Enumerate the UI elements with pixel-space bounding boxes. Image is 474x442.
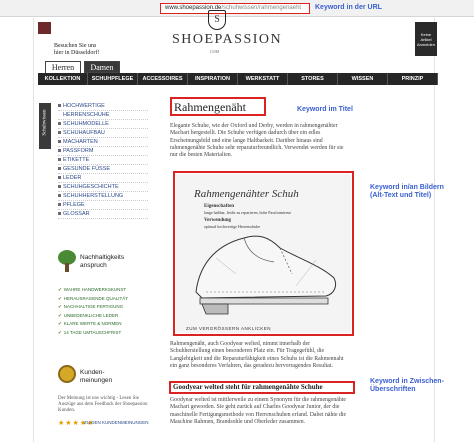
- review-teaser: Der Meinung ist uns wichtig - Lesen Sie Auszüge aus dem Feedback der Shoepassion Kunden.: [58, 396, 148, 413]
- check-icon: ✔: [58, 287, 62, 292]
- checklist-item[interactable]: [58, 295, 148, 304]
- sustainability-heading: [80, 254, 124, 270]
- check-icon: ✔: [58, 312, 62, 318]
- checklist-label: NACHHALTIGE FERTIGUNG: [63, 304, 124, 309]
- bullet-icon: [58, 185, 61, 188]
- url-path: /schuhwissen/rahmengenaeht: [221, 5, 302, 11]
- tree-icon: [58, 250, 76, 272]
- checklist-item[interactable]: [58, 320, 148, 329]
- bullet-icon: [58, 194, 61, 197]
- checklist-item[interactable]: [58, 286, 148, 295]
- illustration-caption: ZUM VERGRÖSSERN ANKLICKEN: [186, 326, 272, 331]
- category-label: GESUNDE FÜSSE: [63, 166, 111, 172]
- category-item[interactable]: [58, 147, 148, 156]
- nav-accessoires[interactable]: ACCESSOIRES: [138, 73, 188, 85]
- category-label: MACHARTEN: [63, 139, 98, 145]
- category-label: SCHUHMODELLE: [63, 121, 109, 127]
- checklist-item[interactable]: [58, 303, 148, 312]
- category-item[interactable]: [58, 129, 148, 138]
- annotation-subheading-line-1: Keyword in Zwischen-: [370, 378, 444, 385]
- site-logo-sub: COM: [210, 49, 220, 54]
- checklist-label: 14 TAGE UMTAUSCHFRIST: [63, 329, 122, 335]
- annotation-images-line-2: (Alt-Text und Titel): [370, 192, 432, 199]
- store-icon: [38, 22, 51, 34]
- basket-button[interactable]: [415, 22, 437, 56]
- body-paragraph: Rahmengenäht, auch Goodyear welted, nimmt innerhalb der Schuhherstellung einen besonderen Platz ein. Für Tragegefühl, die Langlebigkeit und die Reparaturfähigkeit eines Schuhs ist die Rahmennaht ein ganz besonderes Verfahren, das geradezu hervorragendes Resultat.: [170, 341, 344, 369]
- category-item[interactable]: [58, 201, 148, 210]
- checklist-label: UNBEDENKLICHE LEDER: [63, 312, 119, 318]
- body-paragraph: Goodyear welted ist mittlerweile zu einem Synonym für die rahmengenähte Machart geworden. Sie geht zurück auf Charles Goodyear Junior, der die maschinelle Fertigungsmethode von Herrenschuhen erfand. Dabei nähte die Maschine Rahmen, Brandsohle und Oberleder zusammen.: [170, 397, 347, 425]
- category-label: SCHUHGESCHICHTE: [63, 184, 119, 190]
- checklist-label: HERAUSRAGENDE QUALITÄT: [63, 295, 129, 301]
- check-icon: ✔: [58, 304, 62, 309]
- store-promo[interactable]: [54, 43, 99, 57]
- store-line-1: Besuchen Sie uns: [54, 43, 97, 49]
- bullet-icon: [58, 131, 61, 134]
- store-line-2: hier in Düsseldorf!: [54, 50, 100, 56]
- page-title: Rahmengenäht: [174, 100, 246, 114]
- url-host: www.shoepassion.de: [165, 5, 222, 11]
- annotation-title: Keyword im Titel: [297, 106, 353, 113]
- nav-prinzip[interactable]: PRINZIP: [388, 73, 438, 85]
- check-icon: ✔: [58, 321, 62, 326]
- category-item[interactable]: [58, 102, 148, 111]
- all-reviews-link[interactable]: ZU DEN KUNDENMEINUNGEN: [84, 420, 149, 425]
- bullet-icon: [58, 122, 61, 125]
- bullet-icon: [58, 212, 61, 215]
- site-logo[interactable]: SHOEPASSION: [172, 32, 283, 47]
- category-item[interactable]: [58, 210, 148, 219]
- category-label: ETIKETTE: [63, 157, 90, 163]
- category-label: GLOSSAR: [63, 211, 90, 217]
- checklist-label: WAHRE HANDWERKSKUNST: [63, 287, 127, 292]
- category-label: LEDER: [63, 175, 82, 181]
- check-icon: ✔: [58, 329, 62, 335]
- reviews-line-1: Kunden-: [80, 369, 105, 376]
- category-item[interactable]: [58, 165, 148, 174]
- bullet-icon: [58, 149, 61, 152]
- category-label: PASSFORM: [63, 148, 94, 154]
- category-item[interactable]: [58, 111, 148, 120]
- checklist-item[interactable]: [58, 329, 148, 338]
- rating-stars: ★★★★★: [58, 419, 95, 427]
- sustainability-line-2: anspruch: [80, 262, 107, 269]
- illustration-title: Rahmengenähter Schuh: [194, 188, 299, 200]
- reviews-heading: [80, 369, 112, 385]
- bullet-icon: [58, 140, 61, 143]
- category-label: SCHUHHERSTELLUNG: [63, 193, 124, 199]
- annotation-subheading: [370, 378, 444, 394]
- check-icon: ✔: [58, 295, 62, 301]
- tab-herren[interactable]: Herren: [45, 61, 81, 73]
- bullet-icon: [58, 203, 61, 206]
- sidebar-section-tab: [39, 103, 51, 149]
- sustainability-checklist: [58, 286, 148, 337]
- intro-paragraph: Elegante Schuhe, wie der Oxford und Derby, werden in rahmengenähter Machart hergestellt. Die Schuhe verfügen dadurch über ein edles Erscheinungsbild und eine lange Haltbarkeit. Darüber hinaus sind rahmengenähte Schuhe sehr reparaturfreundlich. Verwendet werden für sie nur die besten Materialien.: [170, 123, 344, 159]
- annotation-url: Keyword in der URL: [315, 4, 382, 11]
- category-list: [58, 102, 148, 219]
- category-label: SCHUHAUFBAU: [63, 130, 105, 136]
- logo-shield-icon[interactable]: S: [208, 10, 226, 30]
- sidebar-section-label: Schuhwissen: [42, 109, 48, 136]
- subheading: Goodyear welted steht für rahmengenähte Schuhe: [173, 383, 323, 391]
- main-navigation: [38, 73, 438, 85]
- bullet-icon: [58, 158, 61, 161]
- nav-wissen[interactable]: WISSEN: [338, 73, 388, 85]
- bullet-icon: [58, 176, 61, 179]
- basket-line-1: Keine: [420, 32, 432, 37]
- illustration-label: Eigenschaften: [204, 204, 234, 209]
- checklist-label: KLARE WERTE & NORMEN: [63, 321, 122, 326]
- basket-line-3: Anmelden: [416, 42, 435, 47]
- nav-werkstatt[interactable]: WERKSTATT: [238, 73, 288, 85]
- nav-inspiration[interactable]: INSPIRATION: [188, 73, 238, 85]
- browser-toolbar: [0, 0, 474, 17]
- bullet-icon: [58, 104, 61, 107]
- seal-icon: [58, 365, 76, 383]
- category-item[interactable]: [58, 183, 148, 192]
- category-label: HOCHWERTIGE: [63, 103, 105, 109]
- illustration-label: optimal hochwertige Herrenschuhe: [204, 224, 261, 229]
- url-field[interactable]: [160, 3, 310, 14]
- category-item[interactable]: [58, 192, 148, 201]
- annotation-images: [370, 184, 444, 200]
- category-item[interactable]: [58, 120, 148, 129]
- bullet-icon: [58, 167, 61, 170]
- basket-line-2: Artikel: [420, 37, 432, 42]
- illustration-label: lange haltbar, leicht zu reparieren, hohe Passformtreue: [204, 210, 292, 215]
- tab-damen[interactable]: Damen: [84, 61, 120, 73]
- nav-stores[interactable]: STORES: [288, 73, 338, 85]
- category-item[interactable]: [58, 156, 148, 165]
- category-label: HERRENSCHUHE: [63, 112, 110, 118]
- category-item[interactable]: [58, 174, 148, 183]
- category-label: PFLEGE: [63, 202, 85, 208]
- sustainability-line-1: Nachhaltigkeits: [80, 254, 125, 261]
- reviews-line-2: meinungen: [80, 377, 113, 384]
- nav-kollektion[interactable]: KOLLEKTION: [38, 73, 88, 85]
- annotation-subheading-line-2: Überschriften: [370, 386, 416, 393]
- nav-schuhpflege[interactable]: SCHUHPFLEGE: [88, 73, 138, 85]
- illustration-label: Verwendung: [204, 218, 232, 223]
- category-item[interactable]: [58, 138, 148, 147]
- annotation-images-line-1: Keyword in/an Bildern: [370, 184, 444, 191]
- checklist-item[interactable]: [58, 312, 148, 321]
